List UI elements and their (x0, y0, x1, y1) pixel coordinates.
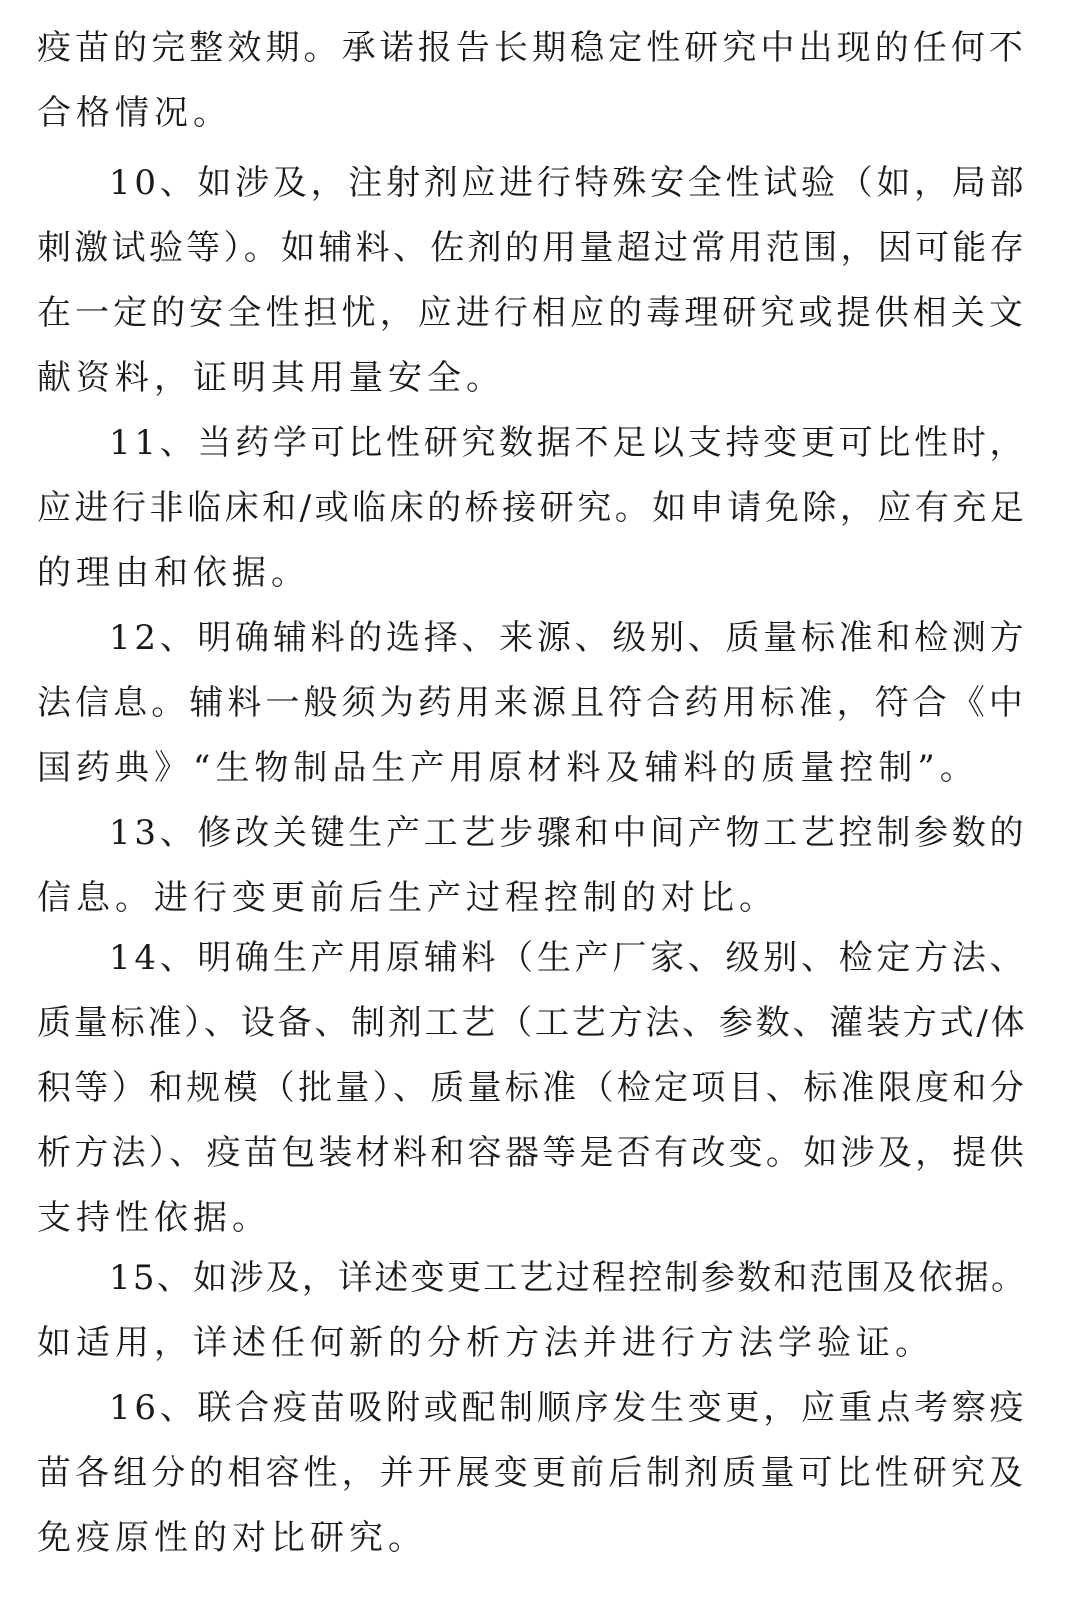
text-line: 刺激试验等）。如辅料、佐剂的用量超过常用范围，因可能存 (37, 228, 1027, 268)
text-line: 苗各组分的相容性，并开展变更前后制剂质量可比性研究及 (37, 1453, 1027, 1493)
text-line: 国药典》“生物制品生产用原材料及辅料的质量控制”。 (37, 748, 979, 788)
text-line: 11、当药学可比性研究数据不足以支持变更可比性时， (109, 423, 1028, 463)
text-line: 16、联合疫苗吸附或配制顺序发生变更，应重点考察疫 (109, 1388, 1028, 1428)
paragraph-item-10 (37, 151, 1027, 411)
paragraph-item-13 (37, 801, 1027, 931)
text-line: 免疫原性的对比研究。 (37, 1518, 427, 1558)
text-line: 14、明确生产用原辅料（生产厂家、级别、检定方法、 (109, 938, 1028, 978)
paragraph-item-12 (37, 606, 1027, 801)
text-line: 质量标准）、设备、制剂工艺（工艺方法、参数、灌装方式/体 (37, 1003, 1028, 1043)
text-line: 积等）和规模（批量）、质量标准（检定项目、标准限度和分 (37, 1068, 1027, 1108)
paragraph-item-15 (37, 1246, 1027, 1376)
text-line: 10、如涉及，注射剂应进行特殊安全性试验（如，局部 (109, 163, 1028, 203)
text-line: 支持性依据。 (37, 1198, 271, 1238)
text-line: 如适用，详述任何新的分析方法并进行方法学验证。 (37, 1323, 934, 1363)
paragraph-item-11 (37, 411, 1027, 606)
paragraph-continuation (37, 16, 1027, 146)
text-line: 献资料，证明其用量安全。 (37, 358, 505, 398)
text-line: 疫苗的完整效期。承诺报告长期稳定性研究中出现的任何不 (37, 28, 1027, 68)
paragraph-item-16 (37, 1376, 1027, 1571)
text-line: 信息。进行变更前后生产过程控制的对比。 (37, 878, 778, 918)
text-line: 15、如涉及，详述变更工艺过程控制参数和范围及依据。 (109, 1258, 1028, 1298)
text-line: 13、修改关键生产工艺步骤和中间产物工艺控制参数的 (109, 813, 1028, 853)
text-line: 应进行非临床和/或临床的桥接研究。如申请免除，应有充足 (37, 488, 1028, 528)
text-line: 法信息。辅料一般须为药用来源且符合药用标准，符合《中 (37, 683, 1027, 723)
text-line: 析方法）、疫苗包装材料和容器等是否有改变。如涉及，提供 (37, 1133, 1027, 1173)
text-line: 合格情况。 (37, 93, 232, 133)
paragraph-item-14 (37, 926, 1027, 1251)
text-line: 的理由和依据。 (37, 553, 310, 593)
text-line: 12、明确辅料的选择、来源、级别、质量标准和检测方 (109, 618, 1028, 658)
text-line: 在一定的安全性担忧，应进行相应的毒理研究或提供相关文 (37, 293, 1027, 333)
